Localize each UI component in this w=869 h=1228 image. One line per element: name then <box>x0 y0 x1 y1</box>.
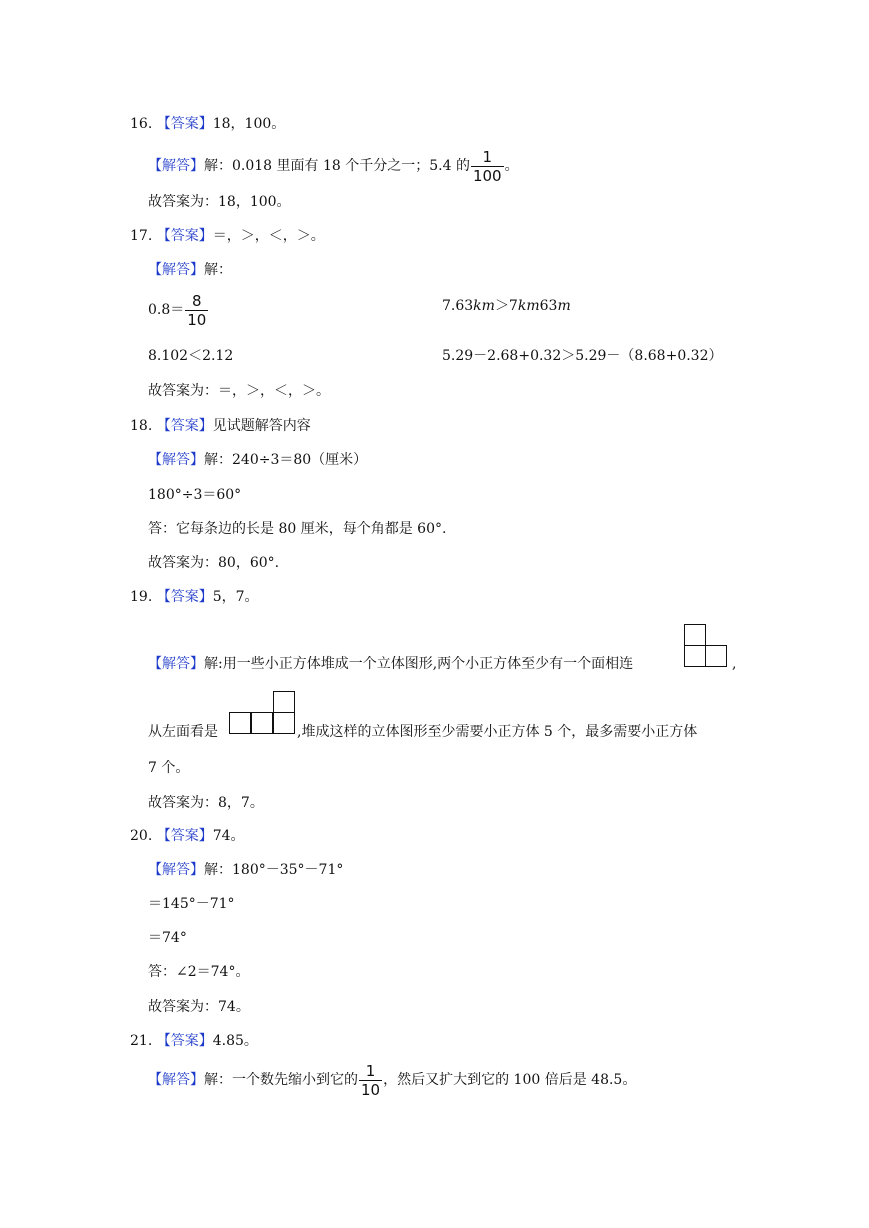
fraction <box>359 1062 382 1099</box>
fraction-denominator: 100 <box>472 166 502 185</box>
q18-explain <box>148 450 367 470</box>
q17-conclusion: 故答案为：＝，＞，＜，＞。 <box>148 383 330 399</box>
q20-line3: ＝74° <box>148 930 187 946</box>
fraction-numerator: 1 <box>359 1062 382 1081</box>
expression-part: ＞7 <box>494 298 518 314</box>
q17-row1-right <box>442 296 571 316</box>
q18-conclusion: 故答案为：80，60°. <box>148 555 280 571</box>
q20-header <box>130 826 245 846</box>
explain-text: 解:用一些小正方体堆成一个立体图形,两个小正方体至少有一个面相连 <box>204 656 634 672</box>
explain-text: 解：0.018 里面有 18 个千分之一；5.4 的 <box>204 158 470 174</box>
question-number: 18. <box>130 418 153 434</box>
q18-line3: 答：它每条边的长是 80 厘米，每个角都是 60°. <box>148 521 447 537</box>
cube <box>705 645 727 667</box>
answer-text: 4.85。 <box>212 1033 258 1049</box>
q17-explain <box>148 260 232 280</box>
explain-text: 解：180°－35°－71° <box>204 862 344 878</box>
q20-conclusion: 故答案为：74。 <box>148 999 250 1015</box>
explain-tag: 【解答】 <box>148 862 204 878</box>
q18-header <box>130 416 311 436</box>
question-number: 20. <box>130 828 153 844</box>
q16-explain <box>148 146 519 186</box>
q19-explain <box>148 654 633 674</box>
answer-tag: 【答案】 <box>156 116 213 132</box>
answer-tag: 【答案】 <box>156 828 213 844</box>
q17-header <box>130 226 325 246</box>
answer-tag: 【答案】 <box>156 418 213 434</box>
answer-text: 74。 <box>212 828 245 844</box>
q16-conclusion: 故答案为：18，100。 <box>148 194 291 210</box>
q19-explain-end: , <box>732 656 737 672</box>
q19-line3: 7 个。 <box>148 760 190 776</box>
q18-line2: 180°÷3＝60° <box>148 487 242 503</box>
answer-text: ＝，＞，＜，＞。 <box>212 228 325 244</box>
q21-header <box>130 1031 258 1051</box>
explain-text: 解：240÷3＝80（厘米） <box>204 452 368 468</box>
q17-row2-left: 8.102＜2.12 <box>148 348 234 364</box>
explain-text-end: 。 <box>504 158 519 174</box>
cube <box>273 712 295 734</box>
answer-text: 见试题解答内容 <box>212 418 311 434</box>
answer-text: 18，100。 <box>212 116 286 132</box>
cube <box>251 712 273 734</box>
cube <box>273 691 295 713</box>
unit: km <box>517 298 540 314</box>
answer-tag: 【答案】 <box>156 1033 213 1049</box>
fraction <box>471 148 504 185</box>
question-number: 21. <box>130 1033 153 1049</box>
q19-header <box>130 587 259 607</box>
cube <box>684 645 706 667</box>
fraction-numerator: 1 <box>471 148 504 167</box>
explain-tag: 【解答】 <box>148 262 204 278</box>
answer-text: 5，7。 <box>212 589 259 605</box>
explain-tag: 【解答】 <box>148 452 204 468</box>
q17-row2-right: 5.29－2.68+0.32＞5.29－（8.68+0.32） <box>442 348 723 364</box>
q16-header <box>130 114 285 134</box>
q21-explain <box>148 1060 636 1100</box>
q19-line2-b: ,堆成这样的立体图形至少需要小正方体 5 个，最多需要小正方体 <box>297 724 698 740</box>
unit: km <box>473 298 495 314</box>
expression-part: 7.63 <box>442 298 474 314</box>
fraction-denominator: 10 <box>361 1080 381 1099</box>
unit: m <box>557 298 571 314</box>
front-view-figure <box>684 624 730 670</box>
explain-text: 解： <box>204 262 232 278</box>
q19-line2-a: 从左面看是 <box>148 724 218 740</box>
cube <box>684 624 706 646</box>
left-view-figure <box>229 691 297 737</box>
q20-explain <box>148 860 343 880</box>
q17-row1-left <box>148 290 209 330</box>
question-number: 16. <box>130 116 153 132</box>
answer-tag: 【答案】 <box>156 589 213 605</box>
explain-text-end: ，然后又扩大到它的 100 倍后是 48.5。 <box>383 1072 637 1088</box>
explain-tag: 【解答】 <box>148 1072 204 1088</box>
answer-tag: 【答案】 <box>156 228 213 244</box>
fraction-denominator: 10 <box>187 310 207 329</box>
question-number: 17. <box>130 228 153 244</box>
explain-text: 解：一个数先缩小到它的 <box>204 1072 358 1088</box>
q19-conclusion: 故答案为：8，7。 <box>148 795 264 811</box>
expression-part: 63 <box>539 298 558 314</box>
q20-line4: 答：∠2＝74°。 <box>148 964 250 980</box>
question-number: 19. <box>130 589 153 605</box>
explain-tag: 【解答】 <box>148 656 204 672</box>
cube <box>229 712 251 734</box>
explain-tag: 【解答】 <box>148 158 204 174</box>
expression: 0.8＝ <box>148 302 185 318</box>
fraction <box>185 292 208 329</box>
fraction-numerator: 8 <box>185 292 208 311</box>
q20-line2: ＝145°－71° <box>148 896 235 912</box>
